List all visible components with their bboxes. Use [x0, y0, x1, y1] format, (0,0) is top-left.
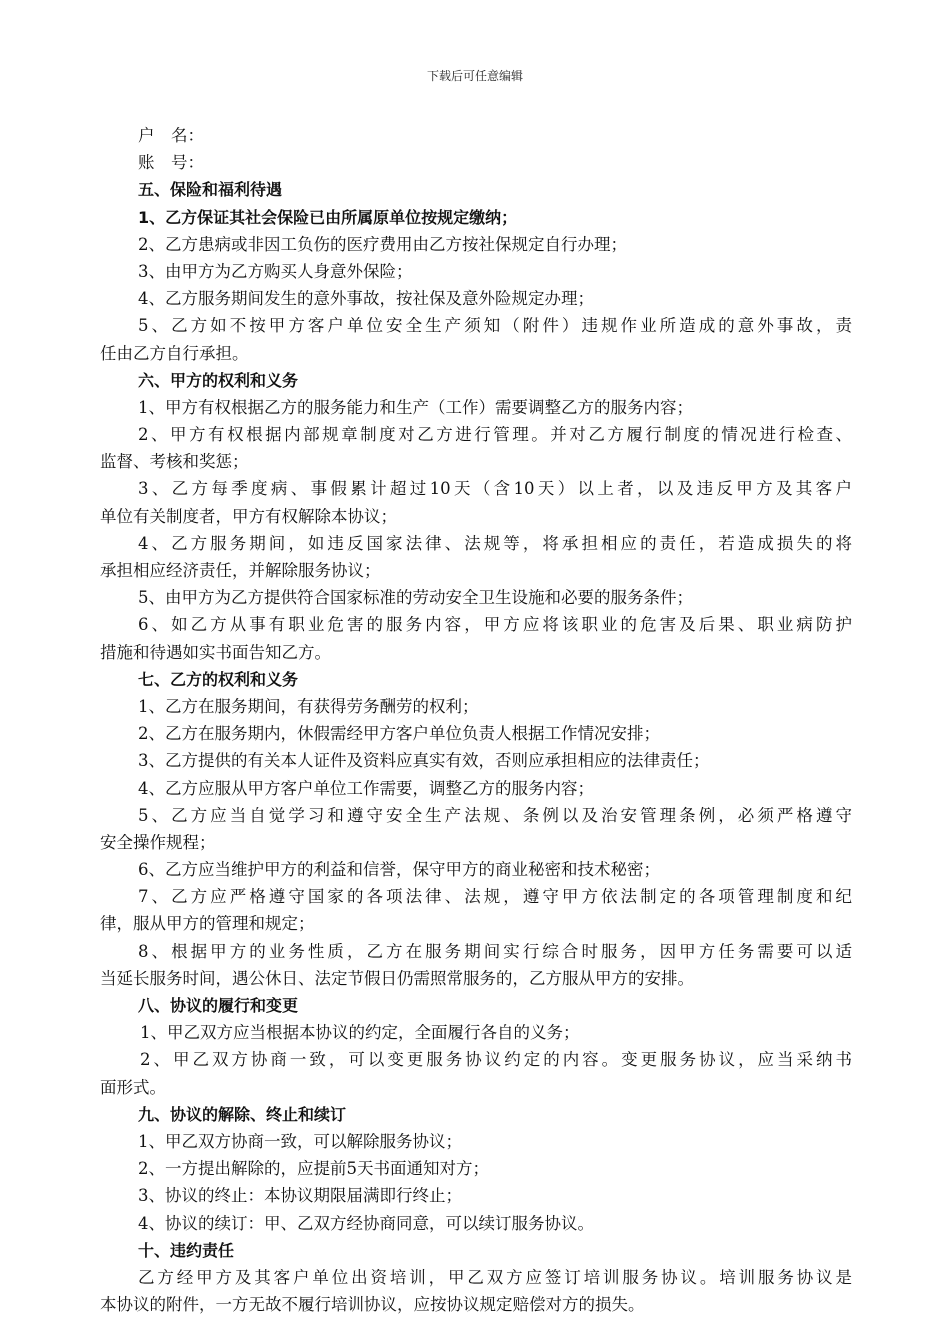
paragraph-continuation-line: 单位有关制度者，甲方有权解除本协议；	[100, 506, 397, 526]
document-body	[100, 122, 852, 1318]
paragraph-line: 1、乙方在服务期间，有获得劳务酬劳的权利；	[138, 696, 479, 716]
paragraph-line: 2、甲乙双方协商一致，可以变更服务协议约定的内容。变更服务协议，应当采纳书	[140, 1050, 852, 1070]
paragraph-continuation-line: 当延长服务时间，遇公休日、法定节假日仍需照常服务的，乙方服从甲方的安排。	[100, 968, 694, 988]
paragraph-line: 3、乙方提供的有关本人证件及资料应真实有效，否则应承担相应的法律责任；	[138, 751, 710, 771]
paragraph-line: 6、乙方应当维护甲方的利益和信誉，保守甲方的商业秘密和技术秘密；	[138, 860, 660, 880]
paragraph-line: 6、如乙方从事有职业危害的服务内容，甲方应将该职业的危害及后果、职业病防护	[138, 615, 852, 635]
paragraph-continuation-line: 面形式。	[100, 1077, 166, 1097]
paragraph-line: 5、乙方应当自觉学习和遵守安全生产法规、条例以及治安管理条例，必须严格遵守	[138, 805, 852, 825]
paragraph-line: 1、甲方有权根据乙方的服务能力和生产（工作）需要调整乙方的服务内容；	[138, 397, 693, 417]
paragraph-continuation-line: 承担相应经济责任，并解除服务协议；	[100, 561, 381, 580]
paragraph-continuation-line: 措施和待遇如实书面告知乙方。	[100, 642, 331, 662]
paragraph-line: 7、乙方应严格遵守国家的各项法律、法规，遵守甲方依法制定的各项管理制度和纪	[138, 887, 852, 907]
section-heading: 八、协议的履行和变更	[138, 996, 299, 1015]
paragraph-line: 2、一方提出解除的，应提前5天书面通知对方；	[138, 1159, 489, 1179]
paragraph-line: 账 号：	[138, 153, 204, 173]
paragraph-line: 4、乙方服务期间，如违反国家法律、法规等，将承担相应的责任，若造成损失的将	[138, 533, 852, 553]
section-heading: 1、乙方保证其社会保险已由所属原单位按规定缴纳；	[138, 207, 518, 227]
paragraph-line: 2、乙方患病或非因工负伤的医疗费用由乙方按社保规定自行办理；	[138, 234, 627, 254]
paragraph-line: 2、甲方有权根据内部规章制度对乙方进行管理。并对乙方履行制度的情况进行检查、	[138, 425, 852, 445]
paragraph-line: 5、乙方如不按甲方客户单位安全生产须知（附件）违规作业所造成的意外事故，责	[138, 316, 852, 336]
paragraph-line: 1、甲乙双方协商一致，可以解除服务协议；	[138, 1131, 462, 1151]
paragraph-continuation-line: 监督、考核和奖惩；	[100, 452, 249, 472]
paragraph-line: 4、乙方服务期间发生的意外事故，按社保及意外险规定办理；	[138, 289, 594, 309]
paragraph-continuation-line: 本协议的附件，一方无故不履行培训协议，应按协议规定赔偿对方的损失。	[100, 1295, 645, 1315]
paragraph-continuation-line: 律，服从甲方的管理和规定；	[100, 914, 315, 934]
paragraph-line: 乙方经甲方及其客户单位出资培训，甲乙双方应签订培训服务协议。培训服务协议是	[138, 1267, 852, 1287]
paragraph-line: 4、乙方应服从甲方客户单位工作需要，调整乙方的服务内容；	[138, 778, 594, 798]
paragraph-line: 3、乙方每季度病、事假累计超过10天（含10天）以上者，以及违反甲方及其客户	[138, 479, 852, 499]
paragraph-line: 5、由甲方为乙方提供符合国家标准的劳动安全卫生设施和必要的服务条件；	[138, 588, 693, 608]
section-heading: 五、保险和福利待遇	[138, 180, 283, 200]
paragraph-line: 3、协议的终止：本协议期限届满即行终止；	[138, 1186, 462, 1206]
paragraph-continuation-line: 任由乙方自行承担。	[100, 343, 249, 363]
page-header: 下载后可任意编辑	[426, 69, 523, 83]
paragraph-line: 户 名：	[138, 126, 204, 145]
section-heading: 六、甲方的权利和义务	[138, 370, 299, 390]
paragraph-continuation-line: 安全操作规程；	[100, 832, 216, 852]
paragraph-line: 4、协议的续订：甲、乙双方经协商同意，可以续订服务协议。	[138, 1213, 594, 1233]
paragraph-line: 2、乙方在服务期内，休假需经甲方客户单位负责人根据工作情况安排；	[138, 724, 660, 744]
section-heading: 十、违约责任	[138, 1240, 235, 1260]
paragraph-line: 1、甲乙双方应当根据本协议的约定，全面履行各自的义务；	[140, 1023, 580, 1043]
paragraph-line: 8、根据甲方的业务性质，乙方在服务期间实行综合时服务，因甲方任务需要可以适	[138, 941, 852, 961]
section-heading: 七、乙方的权利和义务	[138, 669, 299, 689]
section-heading: 九、协议的解除、终止和续订	[138, 1104, 347, 1124]
paragraph-line: 3、由甲方为乙方购买人身意外保险；	[138, 261, 413, 281]
